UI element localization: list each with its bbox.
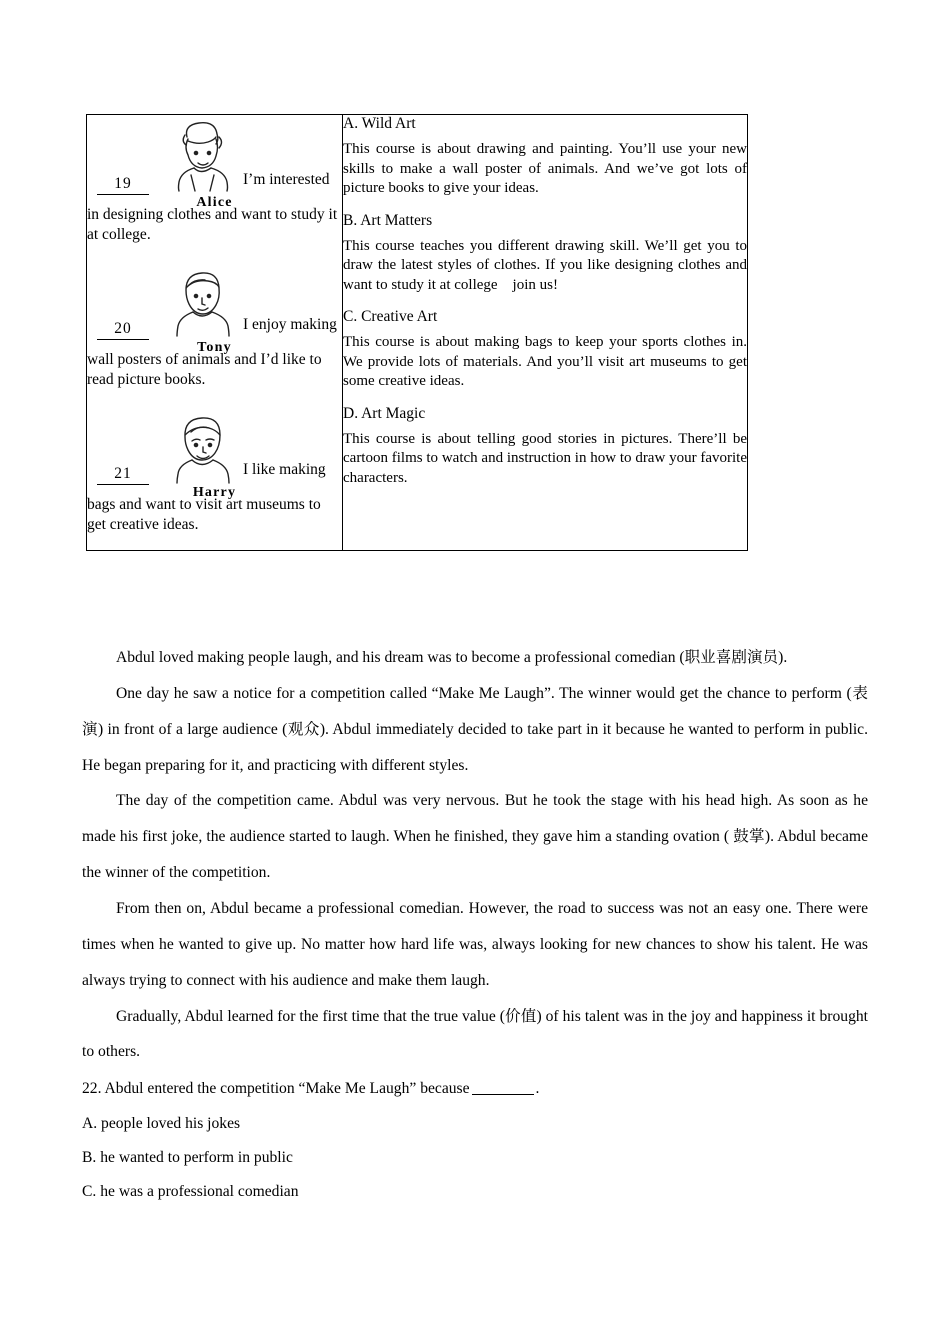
course-description: This course is about telling good stories in pictures. There’ll be cartoon films to watch and instruction in how to draw your favorite characters. <box>343 430 747 486</box>
option-a[interactable]: A. people loved his jokes <box>82 1115 241 1132</box>
option-c[interactable]: C. he was a professional comedian <box>82 1183 299 1200</box>
course-item <box>343 115 747 199</box>
course-title: D. Art Magic <box>343 404 426 422</box>
person-entry <box>87 260 342 391</box>
course-title: B. Art Matters <box>343 211 433 229</box>
passage-paragraph: Abdul loved making people laugh, and his dream was to become a professional comedian (职业喜剧演员). <box>116 649 788 666</box>
course-description: This course is about drawing and painting. You’ll use your new skills to make a wall poster of animals. And we’ve got lots of picture books to give your ideas. <box>343 141 747 196</box>
people-column <box>87 115 343 551</box>
passage-paragraph: Gradually, Abdul learned for the first time that the true value (价值) of his talent was in the joy and happiness it brought to others. <box>82 1007 868 1061</box>
course-description: This course teaches you different drawing skill. We’ll get you to draw the latest styles of clothes. If you like designing clothes and want to study it at college join us! <box>343 237 747 293</box>
answer-blank-19[interactable]: 19 <box>97 175 149 195</box>
answer-blank-21[interactable]: 21 <box>97 465 149 485</box>
matching-task-table <box>86 114 748 551</box>
course-item <box>343 308 747 392</box>
person-intro-text: I like making <box>243 460 326 478</box>
passage-paragraph: The day of the competition came. Abdul was very nervous. But he took the stage with his head high. As soon as he made his first joke, the audience started to laugh. When he finished, they gave him a standing ovation ( 鼓掌). Abdul became the winner of the competition. <box>82 792 868 882</box>
reading-passage <box>82 640 868 1070</box>
course-item <box>343 405 747 489</box>
person-intro-text: I enjoy making <box>243 315 337 333</box>
answer-blank-20[interactable]: 20 <box>97 320 149 340</box>
person-entry <box>87 115 342 246</box>
course-title: A. Wild Art <box>343 115 416 132</box>
person-name-label: Tony <box>197 339 232 355</box>
option-b[interactable]: B. he wanted to perform in public <box>82 1149 293 1166</box>
answer-blank-inline[interactable] <box>472 1094 534 1095</box>
course-title: C. Creative Art <box>343 308 438 325</box>
person-intro-text: I’m interested <box>243 171 330 188</box>
person-rest-text: in designing clothes and want to study it at college. <box>87 206 338 244</box>
passage-paragraph: One day he saw a notice for a competition called “Make Me Laugh”. The winner would get the chance to perform (表演) in front of a large audience (观众). Abdul immediately decided to take part in it because he wanted to perform in public. He began preparing for it, and practicing with different styles. <box>82 684 868 774</box>
course-item <box>343 212 747 296</box>
question-22-stem <box>82 1080 539 1098</box>
person-rest-text: bags and want to visit art museums to get creative ideas. <box>87 495 321 534</box>
question-stem-period: . <box>535 1080 540 1097</box>
course-description: This course is about making bags to keep your sports clothes in. We provide lots of materials. And you’ll visit art museums to get some creative ideas. <box>343 334 747 389</box>
question-stem-text: 22. Abdul entered the competition “Make Me Laugh” because <box>82 1080 470 1097</box>
passage-paragraph: From then on, Abdul became a professional comedian. However, the road to success was not an easy one. There were times when he wanted to give up. No matter how hard life was, always looking for new chances to show his talent. He was always trying to connect with his audience and make them laugh. <box>82 900 868 989</box>
person-rest-text: wall posters of animals and I’d like to read picture books. <box>87 350 322 389</box>
person-name-label: Alice <box>196 195 233 210</box>
person-name-label: Harry <box>192 484 237 500</box>
person-entry <box>87 405 342 536</box>
courses-column <box>343 115 748 551</box>
